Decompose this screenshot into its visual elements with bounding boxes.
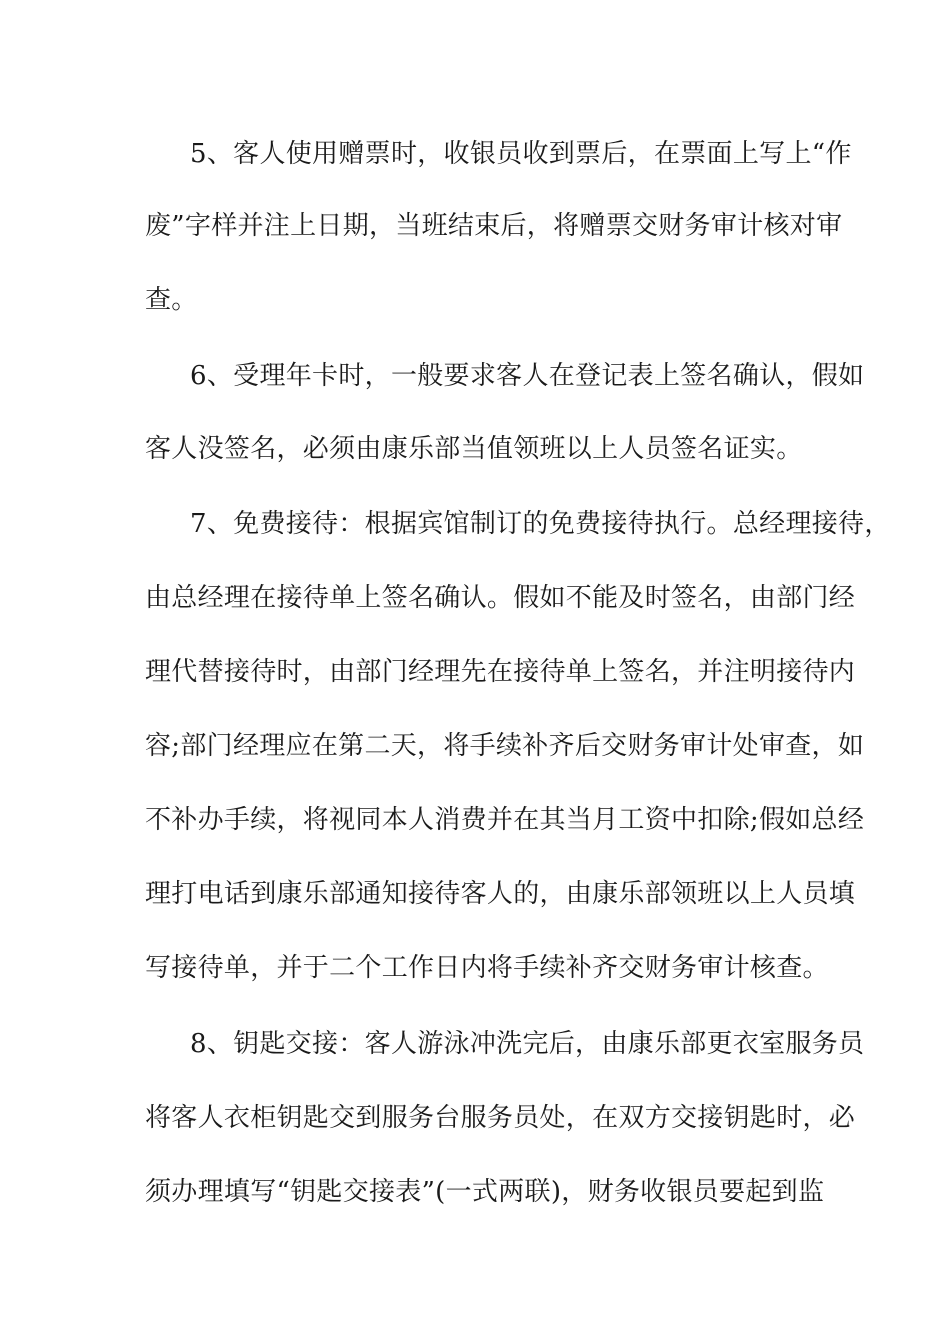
paragraph-line: 废”字样并注上日期，当班结束后，将赠票交财务审计核对审 [145,211,843,241]
paragraph-line: 写接待单，并于二个工作日内将手续补齐交财务审计核查。 [145,953,829,983]
paragraph-line: 5、客人使用赠票时，收银员收到票后，在票面上写上“作 [190,139,852,169]
paragraph-line: 须办理填写“钥匙交接表”(一式两联)，财务收银员要起到监 [145,1177,825,1207]
paragraph-line: 7、免费接待：根据宾馆制订的免费接待执行。总经理接待， [190,509,891,539]
paragraph-line: 客人没签名，必须由康乐部当值领班以上人员签名证实。 [145,434,803,464]
paragraph-line: 将客人衣柜钥匙交到服务台服务员处，在双方交接钥匙时，必 [145,1103,856,1133]
paragraph-line: 理打电话到康乐部通知接待客人的，由康乐部领班以上人员填 [145,879,856,909]
paragraph-line: 不补办手续，将视同本人消费并在其当月工资中扣除;假如总经 [145,805,865,835]
paragraph-line: 理代替接待时，由部门经理先在接待单上签名，并注明接待内 [145,657,856,687]
paragraph-line: 8、钥匙交接：客人游泳冲洗完后，由康乐部更衣室服务员 [190,1029,865,1059]
paragraph-line: 查。 [145,285,198,315]
paragraph-line: 6、受理年卡时，一般要求客人在登记表上签名确认，假如 [190,361,865,391]
paragraph-line: 由总经理在接待单上签名确认。假如不能及时签名，由部门经 [145,583,856,613]
paragraph-line: 容;部门经理应在第二天，将手续补齐后交财务审计处审查，如 [145,731,865,761]
